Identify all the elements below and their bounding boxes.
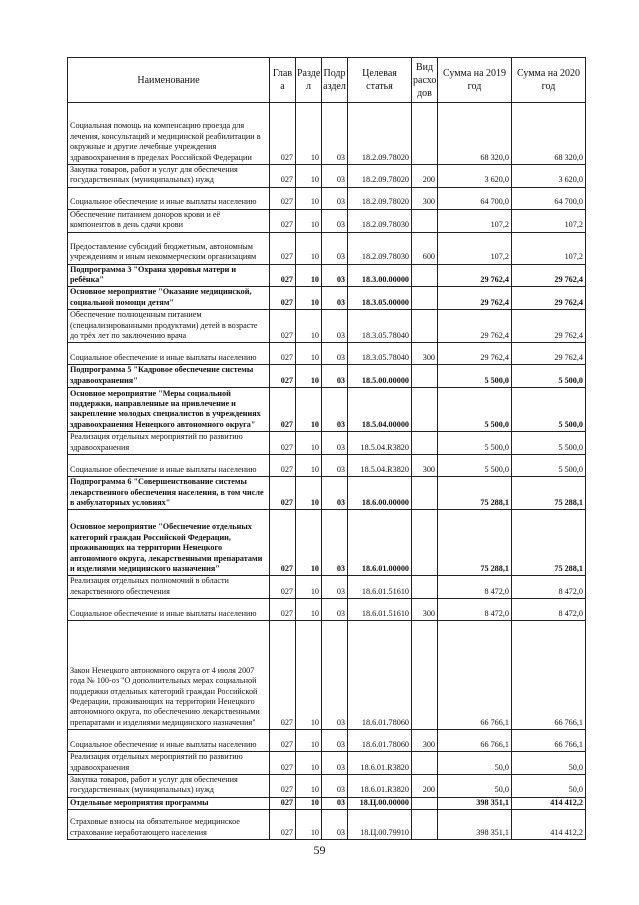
row-target: 18.5.04.R3820 bbox=[348, 455, 412, 477]
row-glava: 027 bbox=[270, 510, 296, 576]
row-sum-2020: 75 288,1 bbox=[512, 510, 586, 576]
row-name: Страховые взносы на обязательное медицинское страхование неработающего населения bbox=[68, 810, 270, 840]
row-glava: 027 bbox=[270, 187, 296, 209]
header-podrazdel: Подр аздел bbox=[322, 58, 348, 103]
row-name: Социальное обеспечение и иные выплаты населению bbox=[68, 730, 270, 752]
row-podrazdel: 03 bbox=[322, 287, 348, 310]
row-podrazdel: 03 bbox=[322, 388, 348, 432]
row-name: Подпрограмма 5 "Кадровое обеспечение системы здравоохранения" bbox=[68, 365, 270, 388]
row-name: Основное мероприятие "Обеспечение отдельных категорий граждан Российской Федерации, проживающих на территории Ненецкого автономного округа, лекарственными препаратами и изделиями медицинского назначения" bbox=[68, 510, 270, 576]
row-podrazdel: 03 bbox=[322, 774, 348, 797]
row-podrazdel: 03 bbox=[322, 432, 348, 455]
row-sum-2019: 3 620,0 bbox=[438, 165, 512, 188]
row-sum-2020: 29 762,4 bbox=[512, 343, 586, 365]
row-vid bbox=[412, 365, 438, 388]
row-vid bbox=[412, 432, 438, 455]
row-podrazdel: 03 bbox=[322, 477, 348, 510]
row-name: Социальное обеспечение и иные выплаты населению bbox=[68, 455, 270, 477]
row-podrazdel: 03 bbox=[322, 232, 348, 264]
row-name: Реализация отдельных полномочий в области лекарственного обеспечения bbox=[68, 576, 270, 599]
table-body bbox=[68, 103, 586, 840]
table-header-row bbox=[68, 58, 586, 103]
row-glava: 027 bbox=[270, 103, 296, 165]
row-sum-2020: 5 500,0 bbox=[512, 432, 586, 455]
row-vid bbox=[412, 103, 438, 165]
row-name: Обеспечение питанием доноров крови и её компонентов в день сдачи крови bbox=[68, 209, 270, 232]
row-glava: 027 bbox=[270, 455, 296, 477]
row-podrazdel: 03 bbox=[322, 455, 348, 477]
row-vid bbox=[412, 388, 438, 432]
row-sum-2020: 66 766,1 bbox=[512, 730, 586, 752]
row-sum-2019: 398 351,1 bbox=[438, 797, 512, 809]
row-target: 18.2.09.78030 bbox=[348, 209, 412, 232]
row-sum-2019: 29 762,4 bbox=[438, 264, 512, 287]
row-target: 18.6.00.00000 bbox=[348, 477, 412, 510]
row-glava: 027 bbox=[270, 730, 296, 752]
row-podrazdel: 03 bbox=[322, 264, 348, 287]
row-target: 18.6.01.78060 bbox=[348, 730, 412, 752]
row-target: 18.2.09.78020 bbox=[348, 165, 412, 188]
row-target: 18.5.04.R3820 bbox=[348, 432, 412, 455]
row-name: Социальная помощь на компенсацию проезда для лечения, консультаций и медицинской реабилитации в окружные и другие лечебные учреждения здравоохранения в пределах Российской Федерации bbox=[68, 103, 270, 165]
table-row bbox=[68, 797, 586, 809]
row-sum-2019: 50,0 bbox=[438, 752, 512, 775]
row-sum-2019: 5 500,0 bbox=[438, 365, 512, 388]
row-glava: 027 bbox=[270, 797, 296, 809]
row-glava: 027 bbox=[270, 232, 296, 264]
row-sum-2020: 29 762,4 bbox=[512, 287, 586, 310]
row-razdel: 10 bbox=[296, 310, 322, 343]
row-podrazdel: 03 bbox=[322, 576, 348, 599]
row-razdel: 10 bbox=[296, 232, 322, 264]
row-sum-2019: 29 762,4 bbox=[438, 287, 512, 310]
row-vid bbox=[412, 287, 438, 310]
table-row bbox=[68, 752, 586, 775]
table-row bbox=[68, 510, 586, 576]
table-row bbox=[68, 365, 586, 388]
row-vid: 300 bbox=[412, 343, 438, 365]
table-row bbox=[68, 287, 586, 310]
row-razdel: 10 bbox=[296, 264, 322, 287]
row-sum-2019: 29 762,4 bbox=[438, 343, 512, 365]
row-name: Обеспечение полноценным питанием (специализированными продуктами) детей в возрасте до трёх лет по заключению врача bbox=[68, 310, 270, 343]
row-glava: 027 bbox=[270, 810, 296, 840]
row-razdel: 10 bbox=[296, 343, 322, 365]
row-sum-2020: 29 762,4 bbox=[512, 310, 586, 343]
table-row bbox=[68, 455, 586, 477]
table-row bbox=[68, 576, 586, 599]
row-razdel: 10 bbox=[296, 797, 322, 809]
row-glava: 027 bbox=[270, 774, 296, 797]
row-sum-2020: 8 472,0 bbox=[512, 576, 586, 599]
row-vid bbox=[412, 576, 438, 599]
row-glava: 027 bbox=[270, 165, 296, 188]
row-target: 18.6.01.R3820 bbox=[348, 752, 412, 775]
row-target: 18.3.05.78040 bbox=[348, 343, 412, 365]
row-razdel: 10 bbox=[296, 103, 322, 165]
row-podrazdel: 03 bbox=[322, 365, 348, 388]
row-sum-2019: 75 288,1 bbox=[438, 477, 512, 510]
table-row bbox=[68, 209, 586, 232]
header-vid: Вид расхо дов bbox=[412, 58, 438, 103]
row-sum-2020: 50,0 bbox=[512, 752, 586, 775]
row-sum-2020: 64 700,0 bbox=[512, 187, 586, 209]
row-sum-2020: 5 500,0 bbox=[512, 388, 586, 432]
row-vid bbox=[412, 621, 438, 730]
row-sum-2019: 8 472,0 bbox=[438, 576, 512, 599]
row-sum-2020: 5 500,0 bbox=[512, 365, 586, 388]
table-row bbox=[68, 810, 586, 840]
row-razdel: 10 bbox=[296, 774, 322, 797]
row-sum-2020: 414 412,2 bbox=[512, 810, 586, 840]
row-razdel: 10 bbox=[296, 287, 322, 310]
table-row bbox=[68, 165, 586, 188]
row-podrazdel: 03 bbox=[322, 621, 348, 730]
row-razdel: 10 bbox=[296, 599, 322, 621]
row-target: 18.6.01.51610 bbox=[348, 576, 412, 599]
row-target: 18.6.01.51610 bbox=[348, 599, 412, 621]
row-vid bbox=[412, 477, 438, 510]
row-name: Основное мероприятие "Оказание медицинской, социальной помощи детям" bbox=[68, 287, 270, 310]
row-name: Социальное обеспечение и иные выплаты населению bbox=[68, 187, 270, 209]
row-vid bbox=[412, 310, 438, 343]
header-name: Наименование bbox=[68, 58, 270, 103]
row-vid: 200 bbox=[412, 165, 438, 188]
row-podrazdel: 03 bbox=[322, 599, 348, 621]
row-vid bbox=[412, 810, 438, 840]
row-podrazdel: 03 bbox=[322, 103, 348, 165]
row-sum-2019: 66 766,1 bbox=[438, 730, 512, 752]
row-target: 18.6.01.78060 bbox=[348, 621, 412, 730]
table-row bbox=[68, 599, 586, 621]
row-target: 18.2.09.78020 bbox=[348, 187, 412, 209]
row-target: 18.6.01.R3820 bbox=[348, 774, 412, 797]
table-row bbox=[68, 432, 586, 455]
row-podrazdel: 03 bbox=[322, 165, 348, 188]
row-glava: 027 bbox=[270, 343, 296, 365]
row-vid: 300 bbox=[412, 730, 438, 752]
row-name: Отдельные мероприятия программы bbox=[68, 797, 270, 809]
row-sum-2020: 3 620,0 bbox=[512, 165, 586, 188]
row-name: Подпрограмма 6 "Совершенствование системы лекарственного обеспечения населения, в том числе в амбулаторных условиях" bbox=[68, 477, 270, 510]
row-razdel: 10 bbox=[296, 165, 322, 188]
row-sum-2020: 66 766,1 bbox=[512, 621, 586, 730]
row-razdel: 10 bbox=[296, 510, 322, 576]
row-target: 18.3.00.00000 bbox=[348, 264, 412, 287]
row-target: 18.3.05.00000 bbox=[348, 287, 412, 310]
row-target: 18.5.04.00000 bbox=[348, 388, 412, 432]
header-razdel: Разде л bbox=[296, 58, 322, 103]
row-razdel: 10 bbox=[296, 365, 322, 388]
row-podrazdel: 03 bbox=[322, 510, 348, 576]
row-glava: 027 bbox=[270, 432, 296, 455]
row-sum-2019: 107,2 bbox=[438, 209, 512, 232]
table-row bbox=[68, 621, 586, 730]
header-target: Целевая статья bbox=[348, 58, 412, 103]
row-glava: 027 bbox=[270, 599, 296, 621]
row-razdel: 10 bbox=[296, 187, 322, 209]
row-glava: 027 bbox=[270, 310, 296, 343]
row-sum-2020: 29 762,4 bbox=[512, 264, 586, 287]
row-name: Основное мероприятие "Меры социальной поддержки, направленные на привлечение и закрепление молодых специалистов в учреждениях здравоохранения Ненецкого автономного округа" bbox=[68, 388, 270, 432]
row-razdel: 10 bbox=[296, 455, 322, 477]
row-vid bbox=[412, 209, 438, 232]
row-sum-2020: 414 412,2 bbox=[512, 797, 586, 809]
row-sum-2019: 5 500,0 bbox=[438, 455, 512, 477]
row-sum-2020: 8 472,0 bbox=[512, 599, 586, 621]
row-razdel: 10 bbox=[296, 432, 322, 455]
row-sum-2019: 50,0 bbox=[438, 774, 512, 797]
row-sum-2020: 107,2 bbox=[512, 209, 586, 232]
row-sum-2020: 50,0 bbox=[512, 774, 586, 797]
row-vid: 600 bbox=[412, 232, 438, 264]
row-razdel: 10 bbox=[296, 576, 322, 599]
row-name: Закон Ненецкого автономного округа от 4 июля 2007 года № 100-оз "О дополнительных мерах социальной поддержки отдельных категорий граждан Российской Федерации, проживающих на территории Ненецкого автономного округа, по обеспечению лекарственными препаратами и изделиями медицинского назначения" bbox=[68, 621, 270, 730]
table-row bbox=[68, 310, 586, 343]
row-sum-2020: 68 320,0 bbox=[512, 103, 586, 165]
row-name: Социальное обеспечение и иные выплаты населению bbox=[68, 599, 270, 621]
row-sum-2019: 5 500,0 bbox=[438, 388, 512, 432]
row-sum-2020: 75 288,1 bbox=[512, 477, 586, 510]
table-row bbox=[68, 232, 586, 264]
row-target: 18.3.05.78040 bbox=[348, 310, 412, 343]
row-razdel: 10 bbox=[296, 810, 322, 840]
row-podrazdel: 03 bbox=[322, 730, 348, 752]
page-number: 59 bbox=[313, 843, 326, 857]
header-sum-2020: Сумма на 2020 год bbox=[512, 58, 586, 103]
table-row bbox=[68, 730, 586, 752]
row-glava: 027 bbox=[270, 365, 296, 388]
row-podrazdel: 03 bbox=[322, 810, 348, 840]
row-target: 18.Ц.00.00000 bbox=[348, 797, 412, 809]
row-sum-2019: 75 288,1 bbox=[438, 510, 512, 576]
row-podrazdel: 03 bbox=[322, 797, 348, 809]
row-glava: 027 bbox=[270, 576, 296, 599]
header-sum-2019: Сумма на 2019 год bbox=[438, 58, 512, 103]
table-row bbox=[68, 774, 586, 797]
budget-table bbox=[67, 57, 586, 840]
row-glava: 027 bbox=[270, 287, 296, 310]
row-sum-2019: 68 320,0 bbox=[438, 103, 512, 165]
row-name: Подпрограмма 3 "Охрана здоровья матери и ребёнка" bbox=[68, 264, 270, 287]
row-sum-2019: 8 472,0 bbox=[438, 599, 512, 621]
row-sum-2019: 29 762,4 bbox=[438, 310, 512, 343]
table-row bbox=[68, 103, 586, 165]
table-row bbox=[68, 388, 586, 432]
row-vid: 300 bbox=[412, 455, 438, 477]
header-glava: Глав а bbox=[270, 58, 296, 103]
table-row bbox=[68, 477, 586, 510]
row-razdel: 10 bbox=[296, 477, 322, 510]
row-podrazdel: 03 bbox=[322, 310, 348, 343]
row-target: 18.2.09.78020 bbox=[348, 103, 412, 165]
row-vid bbox=[412, 752, 438, 775]
table-row bbox=[68, 187, 586, 209]
row-name: Реализация отдельных мероприятий по развитию здравоохранения bbox=[68, 752, 270, 775]
table-row bbox=[68, 264, 586, 287]
row-razdel: 10 bbox=[296, 209, 322, 232]
row-glava: 027 bbox=[270, 264, 296, 287]
row-sum-2019: 66 766,1 bbox=[438, 621, 512, 730]
row-name: Закупка товаров, работ и услуг для обеспечения государственных (муниципальных) нужд bbox=[68, 774, 270, 797]
row-vid bbox=[412, 264, 438, 287]
row-vid bbox=[412, 510, 438, 576]
row-vid bbox=[412, 797, 438, 809]
row-glava: 027 bbox=[270, 621, 296, 730]
row-name: Социальное обеспечение и иные выплаты населению bbox=[68, 343, 270, 365]
row-podrazdel: 03 bbox=[322, 752, 348, 775]
row-sum-2020: 107,2 bbox=[512, 232, 586, 264]
row-razdel: 10 bbox=[296, 752, 322, 775]
table-row bbox=[68, 343, 586, 365]
row-podrazdel: 03 bbox=[322, 187, 348, 209]
row-name: Реализация отдельных мероприятий по развитию здравоохранения bbox=[68, 432, 270, 455]
row-podrazdel: 03 bbox=[322, 343, 348, 365]
row-vid: 300 bbox=[412, 187, 438, 209]
row-target: 18.6.01.00000 bbox=[348, 510, 412, 576]
row-target: 18.5.00.00000 bbox=[348, 365, 412, 388]
row-razdel: 10 bbox=[296, 730, 322, 752]
row-sum-2019: 64 700,0 bbox=[438, 187, 512, 209]
row-name: Предоставление субсидий бюджетным, автономным учреждениям и иным некоммерческим организациям bbox=[68, 232, 270, 264]
row-glava: 027 bbox=[270, 752, 296, 775]
row-sum-2019: 398 351,1 bbox=[438, 810, 512, 840]
row-razdel: 10 bbox=[296, 388, 322, 432]
row-glava: 027 bbox=[270, 388, 296, 432]
row-sum-2019: 5 500,0 bbox=[438, 432, 512, 455]
row-target: 18.2.09.78030 bbox=[348, 232, 412, 264]
row-podrazdel: 03 bbox=[322, 209, 348, 232]
row-glava: 027 bbox=[270, 209, 296, 232]
row-vid: 300 bbox=[412, 599, 438, 621]
row-sum-2019: 107,2 bbox=[438, 232, 512, 264]
row-sum-2020: 5 500,0 bbox=[512, 455, 586, 477]
row-target: 18.Ц.00.79910 bbox=[348, 810, 412, 840]
row-vid: 200 bbox=[412, 774, 438, 797]
row-name: Закупка товаров, работ и услуг для обеспечения государственных (муниципальных) нужд bbox=[68, 165, 270, 188]
row-razdel: 10 bbox=[296, 621, 322, 730]
row-glava: 027 bbox=[270, 477, 296, 510]
